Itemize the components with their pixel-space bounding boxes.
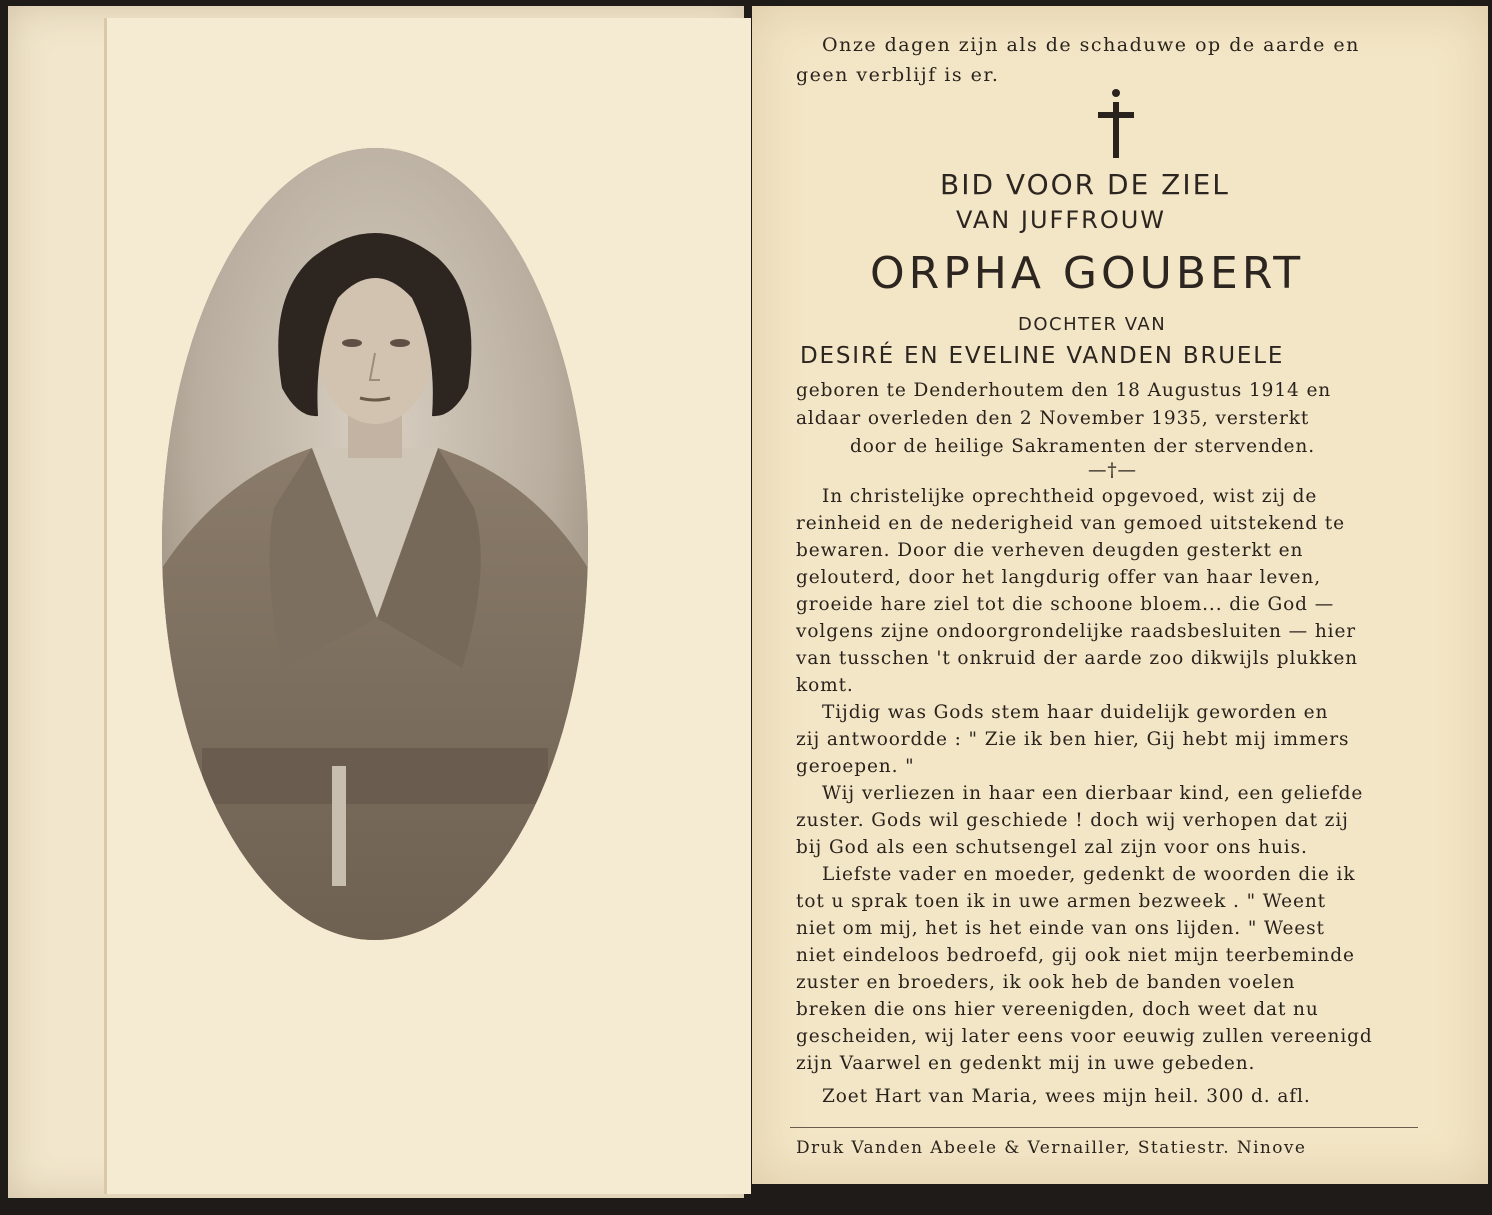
body-line: zuster. Gods wil geschiede ! doch wij verhopen dat zij <box>796 810 1349 831</box>
body-line: volgens zijne ondoorgrondelijke raadsbesluiten — hier <box>796 621 1357 642</box>
body-line: Liefste vader en moeder, gedenkt de woorden die ik <box>822 864 1356 885</box>
birth-line-3: door de heilige Sakramenten der stervenden. <box>850 436 1316 457</box>
body-line: Wij verliezen in haar een dierbaar kind, een geliefde <box>822 783 1364 804</box>
photo-panel <box>8 6 744 1198</box>
body-line: groeide hare ziel tot die schoone bloem... die God — <box>796 594 1335 615</box>
body-line: niet eindeloos bedroefd, gij ook niet mijn teerbeminde <box>796 945 1355 966</box>
body-line: gescheiden, wij later eens voor eeuwig zullen vereenigd <box>796 1026 1373 1047</box>
portrait-illustration <box>162 148 588 940</box>
birth-line-1: geboren te Denderhoutem den 18 Augustus 1914 en <box>796 380 1332 401</box>
body-line: gelouterd, door het langdurig offer van haar leven, <box>796 567 1321 588</box>
body-line: geroepen. " <box>796 756 915 777</box>
indulgence-prayer: Zoet Hart van Maria, wees mijn heil. 300 d. afl. <box>822 1086 1311 1107</box>
body-line: niet om mij, het is het einde van ons lijden. " Weest <box>796 918 1325 939</box>
title-line: VAN JUFFROUW <box>956 206 1166 234</box>
verse-line-2: geen verblijf is er. <box>796 64 1000 86</box>
divider-rule <box>790 1127 1418 1128</box>
body-line: zuster en broeders, ik ook heb de banden voelen <box>796 972 1296 993</box>
body-line: bij God als een schutsengel zal zijn voor ons huis. <box>796 837 1308 858</box>
body-line: In christelijke oprechtheid opgevoed, wist zij de <box>822 486 1318 507</box>
body-line: zij antwoordde : " Zie ik ben hier, Gij hebt mij immers <box>796 729 1350 750</box>
printer-credit: Druk Vanden Abeele & Vernailler, Statiestr. Ninove <box>796 1138 1307 1158</box>
body-line: reinheid en de nederigheid van gemoed uitstekend te <box>796 513 1345 534</box>
body-line: tot u sprak toen ik in uwe armen bezweek . " Weent <box>796 891 1327 912</box>
separator-cross: —†— <box>1088 460 1137 481</box>
verse-line-1: Onze dagen zijn als de schaduwe op de aarde en <box>822 34 1360 56</box>
parents-names: DESIRÉ EN EVELINE VANDEN BRUELE <box>800 343 1285 369</box>
birth-line-2: aldaar overleden den 2 November 1935, versterkt <box>796 408 1310 429</box>
prayer-heading: BID VOOR DE ZIEL <box>940 168 1230 201</box>
body-line: Tijdig was Gods stem haar duidelijk geworden en <box>822 702 1329 723</box>
portrait-photo <box>162 148 588 940</box>
body-line: van tusschen 't onkruid der aarde zoo dikwijls plukken <box>796 648 1358 669</box>
body-line: zijn Vaarwel en gedenkt mij in uwe gebeden. <box>796 1053 1256 1074</box>
body-line: komt. <box>796 675 854 696</box>
body-line: bewaren. Door die verheven deugden gesterkt en <box>796 540 1304 561</box>
cross-icon <box>1094 88 1138 160</box>
body-line: breken die ons hier vereenigden, doch weet dat nu <box>796 999 1319 1020</box>
deceased-name: ORPHA GOUBERT <box>870 248 1305 299</box>
daughter-of: DOCHTER VAN <box>1018 314 1167 335</box>
